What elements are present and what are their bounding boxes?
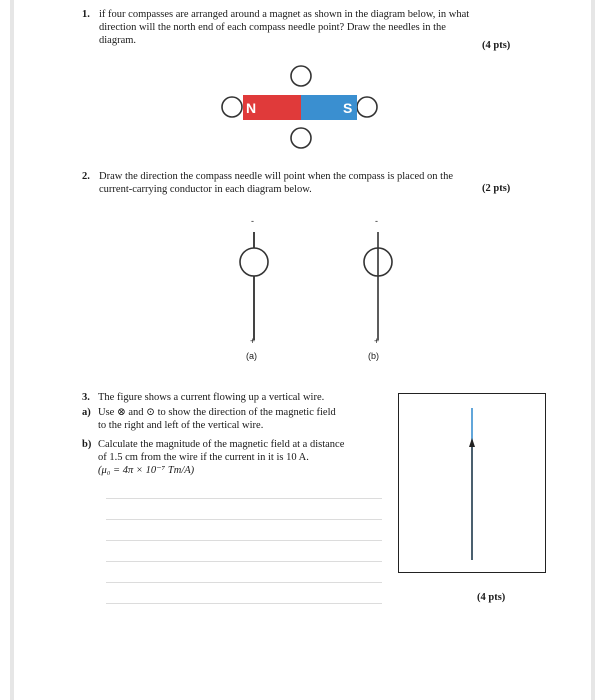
magnet-south-label: S <box>343 100 353 116</box>
text-line: direction will the north end of each compass needle point? Draw the needles in the <box>99 22 446 33</box>
question-number: 2. <box>82 171 90 182</box>
answer-line[interactable] <box>106 582 382 583</box>
part-b-label: b) <box>82 439 92 450</box>
conductor-diagram-b <box>364 232 392 340</box>
question-number: 3. <box>82 392 90 403</box>
question-number: 1. <box>82 9 90 20</box>
caption-a: (a) <box>246 351 257 361</box>
compass-circle <box>240 248 268 276</box>
points-label: (2 pts) <box>482 183 511 194</box>
current-arrow <box>469 438 475 447</box>
magnet-north-label: N <box>246 100 257 116</box>
text-line: to the right and left of the vertical wire. <box>98 420 264 431</box>
text-line: (μ₀ = 4π × 10⁻⁷ Tm/A) <box>98 465 195 476</box>
points-label: (4 pts) <box>482 40 511 51</box>
conductor-diagram-a <box>240 232 268 340</box>
text-line: if four compasses are arranged around a magnet as shown in the diagram below, in what <box>99 9 470 20</box>
text-line: diagram. <box>99 35 137 46</box>
text-line: Draw the direction the compass needle will point when the compass is placed on the <box>99 171 453 182</box>
answer-line[interactable] <box>106 603 382 604</box>
question-intro: The figure shows a current flowing up a vertical wire. <box>98 392 325 403</box>
polarity-negative-a: - <box>251 216 254 226</box>
polarity-positive-a: + <box>250 336 256 346</box>
polarity-positive-b: + <box>374 336 380 346</box>
part-a-label: a) <box>82 407 91 418</box>
part-a-text <box>98 406 336 432</box>
wire-figure <box>399 394 545 572</box>
text-line: Calculate the magnitude of the magnetic field at a distance <box>98 439 345 450</box>
caption-b: (b) <box>368 351 379 361</box>
text-line: current-carrying conductor in each diagram below. <box>99 184 312 195</box>
text-line: Use ⊗ and ⊙ to show the direction of the magnetic field <box>98 407 336 418</box>
answer-line[interactable] <box>106 498 382 499</box>
conductor-diagrams <box>10 0 595 370</box>
text-line: of 1.5 cm from the wire if the current in it is 10 A. <box>98 452 309 463</box>
worksheet-page <box>10 0 595 700</box>
answer-line[interactable] <box>106 540 382 541</box>
answer-line[interactable] <box>106 519 382 520</box>
answer-line[interactable] <box>106 561 382 562</box>
wire-figure-box <box>398 393 546 573</box>
polarity-negative-b: - <box>375 216 378 226</box>
part-b-text <box>98 438 344 477</box>
points-label: (4 pts) <box>477 592 506 603</box>
